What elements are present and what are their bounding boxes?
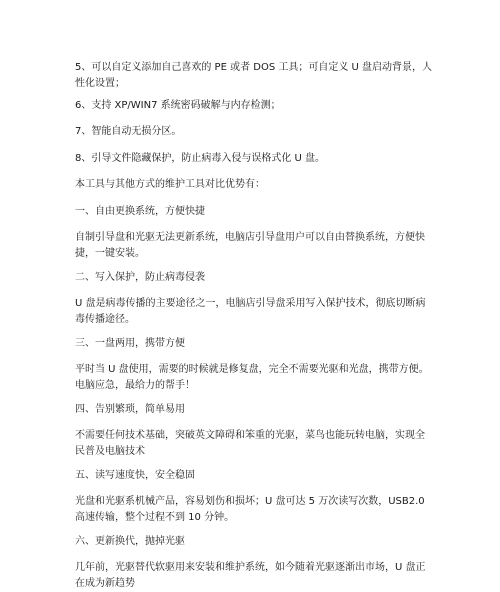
feature-item-6: 6、支持 XP/WIN7 系统密码破解与内存检测；	[75, 100, 281, 111]
feature-item-5: 5、可以自定义添加自己喜欢的 PE 或者 DOS 工具；可自定义 U 盘启动背景，人性化设置；	[75, 62, 433, 89]
advantage-heading-6: 六、更新换代，抛掉光驱	[75, 536, 185, 547]
advantage-body-4: 不需要任何技术基础，突破英文障碍和笨重的光驱，菜鸟也能玩转电脑，实现全民普及电脑技术	[75, 430, 425, 457]
feature-item-8: 8、引导文件隐藏保护，防止病毒入侵与误格式化 U 盘。	[75, 153, 326, 164]
advantage-heading-1: 一、自由更换系统，方便快捷	[75, 206, 205, 217]
advantage-heading-2: 二、写入保护，防止病毒侵袭	[75, 272, 205, 283]
advantage-heading-4: 四、告别繁琐，简单易用	[75, 404, 185, 415]
advantage-heading-5: 五、读写速度快，安全稳固	[75, 470, 195, 481]
feature-item-7: 7、智能自动无损分区。	[75, 126, 182, 137]
advantage-body-6: 几年前，光驱替代软驱用来安装和维护系统，如今随着光驱逐渐出市场，U 盘正在成为新趋势	[75, 562, 426, 589]
advantage-heading-3: 三、一盘两用，携带方便	[75, 338, 185, 349]
comparison-intro: 本工具与其他方式的维护工具对比优势有：	[75, 179, 265, 190]
advantage-body-5: 光盘和光驱系机械产品，容易划伤和损坏；U 盘可达 5 万次读写次数，USB2.0 高速传输，整个过程不到 10 分钟。	[75, 496, 425, 523]
advantage-body-3: 平时当 U 盘使用，需要的时候就是修复盘，完全不需要光驱和光盘，携带方便。电脑应急，最给力的帮手！	[75, 364, 429, 391]
advantage-body-2: U 盘是病毒传播的主要途径之一，电脑店引导盘采用写入保护技术，彻底切断病毒传播途径。	[75, 298, 426, 325]
advantage-body-1: 自制引导盘和光驱无法更新系统，电脑店引导盘用户可以自由替换系统，方便快捷，一键安装。	[75, 232, 425, 259]
